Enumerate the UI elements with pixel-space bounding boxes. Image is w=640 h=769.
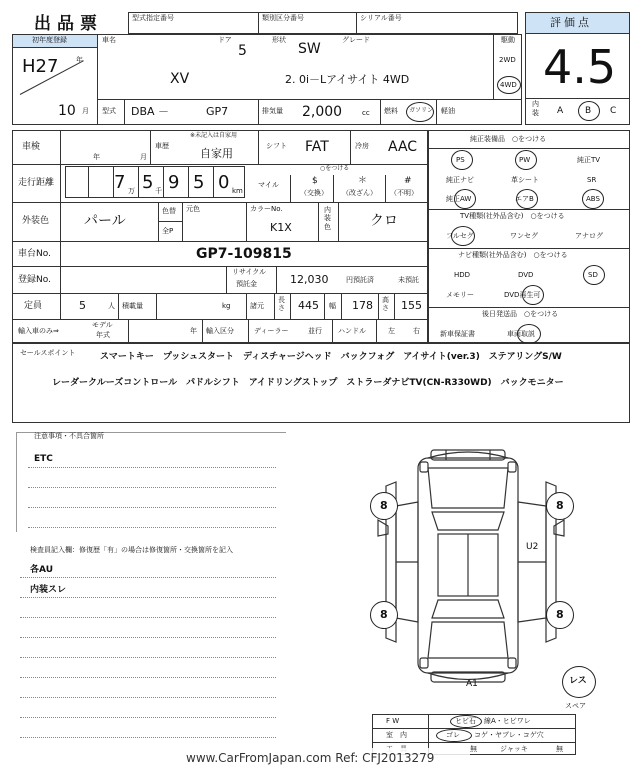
tv-type-title: TV種類(社外品含む) ○をつける bbox=[460, 212, 565, 220]
equip-abs: ABS bbox=[586, 195, 600, 203]
recycle-unpaid: 未預託 bbox=[398, 276, 419, 284]
legend-fw-label: F W bbox=[386, 717, 400, 725]
chassis-label: 車台No. bbox=[18, 249, 51, 259]
equip-genuine-navi: 純正ナビ bbox=[446, 176, 474, 184]
dealer-label: ディーラー bbox=[254, 327, 289, 335]
shift-value: FAT bbox=[305, 139, 329, 155]
drive-label: 駆動 bbox=[501, 36, 515, 44]
mileage-digit: 9 bbox=[168, 172, 180, 193]
serial-label: シリアル番号 bbox=[360, 14, 402, 22]
genuine-equipment-title: 純正装備品 ○をつける bbox=[470, 135, 547, 143]
fuel-label: 燃料 bbox=[384, 107, 398, 115]
sen-unit: 千 bbox=[155, 187, 162, 195]
width-label: 幅 bbox=[329, 302, 336, 310]
navi-dvd-playback: DVD再生可 bbox=[504, 291, 541, 299]
mileage-label: 走行距離 bbox=[18, 178, 55, 188]
door-label: ドア bbox=[218, 36, 232, 44]
first-reg-label: 初年度登録 bbox=[32, 36, 67, 44]
damage-mark-u2: U2 bbox=[526, 542, 539, 552]
legend-fw-a: ヒビ石 bbox=[455, 717, 476, 725]
cc-label: 排気量 bbox=[262, 107, 283, 115]
drive-4wd: 4WD bbox=[500, 81, 517, 89]
tire-right-front: 8 bbox=[556, 499, 564, 512]
navi-sd-circle bbox=[583, 265, 605, 285]
exchange-symbol: $ bbox=[312, 176, 318, 186]
later-docs-title: 後日発送品 ○をつける bbox=[482, 310, 559, 318]
inspector-line-2: 内装スレ bbox=[30, 585, 67, 595]
original-color-label: 元色 bbox=[186, 205, 200, 213]
equip-leather-seat: 革シート bbox=[511, 176, 539, 184]
history-label: 車歴 bbox=[155, 142, 169, 150]
equip-sunroof: SR bbox=[587, 176, 597, 184]
drive-2wd: 2WD bbox=[499, 56, 516, 64]
door-count: 5 bbox=[238, 43, 247, 59]
equip-aw-circle bbox=[454, 189, 476, 209]
navi-dvd-playback-circle bbox=[522, 285, 544, 305]
sheet-title: 出品票 bbox=[34, 14, 103, 34]
mile-label: マイル bbox=[258, 181, 279, 189]
navi-dvd: DVD bbox=[518, 271, 534, 279]
height-value: 155 bbox=[401, 299, 422, 312]
kg-unit: kg bbox=[222, 302, 231, 310]
color-label: 外装色 bbox=[22, 216, 50, 226]
full-paint-label: 全P bbox=[162, 227, 174, 235]
altered-symbol: ＊ bbox=[358, 176, 368, 186]
parallel-label: 並行 bbox=[308, 327, 322, 335]
height-label: 高さ bbox=[382, 296, 389, 313]
month-unit: 月 bbox=[82, 107, 89, 115]
model-prefix: DBA － bbox=[131, 105, 170, 118]
reg-label: 登録No. bbox=[18, 275, 51, 285]
model-label: 型式 bbox=[102, 107, 116, 115]
selling-points-line1: スマートキー プッシュスタート ディスチャージヘッド バックフォグ アイサイト(ver.3) ステアリングS/W bbox=[100, 352, 562, 362]
grade-label: グレード bbox=[342, 36, 370, 44]
shift-label: シフト bbox=[266, 142, 287, 150]
class-no-label: 類別区分番号 bbox=[262, 14, 304, 22]
ac-label: 冷房 bbox=[355, 142, 369, 150]
color-no-value: K1X bbox=[270, 221, 292, 234]
interior-grade-a: A bbox=[557, 106, 564, 116]
width-value: 178 bbox=[352, 299, 373, 312]
model-year-label: モデル bbox=[92, 321, 113, 329]
spare-value: レス bbox=[569, 676, 587, 686]
car-diagram bbox=[376, 446, 566, 686]
docs-warranty: 新車保証書 bbox=[440, 330, 475, 338]
color-value: パール bbox=[84, 213, 126, 229]
tire-left-front: 8 bbox=[380, 499, 388, 512]
dimensions-label: 諸元 bbox=[250, 302, 264, 310]
shaken-label: 車検 bbox=[22, 142, 41, 152]
mileage-circle-note: ○をつける bbox=[320, 165, 350, 172]
cc-value: 2,000 bbox=[302, 104, 343, 120]
docs-manual: 車両取説 bbox=[507, 330, 535, 338]
color-no-label: カラーNo. bbox=[250, 205, 283, 213]
capacity-value: 5 bbox=[79, 299, 86, 312]
load-label: 積載量 bbox=[122, 302, 143, 310]
reg-number-box bbox=[128, 12, 518, 34]
handle-label: ハンドル bbox=[338, 327, 366, 335]
person-unit: 人 bbox=[108, 302, 115, 310]
unknown-label: （不明） bbox=[390, 189, 418, 197]
mileage-digit: 5 bbox=[193, 172, 205, 193]
navi-hdd: HDD bbox=[454, 271, 471, 279]
equip-ps: PS bbox=[456, 156, 465, 164]
interior-grade-c: C bbox=[610, 106, 617, 116]
color-change-label: 色替 bbox=[162, 207, 176, 215]
legend-jack-value: 無 bbox=[556, 745, 563, 753]
grade-value: 2. 0i－Lアイサイト 4WD bbox=[285, 73, 410, 86]
import-year-unit: 年 bbox=[190, 327, 197, 335]
history-value: 自家用 bbox=[200, 147, 233, 160]
tire-right-rear: 8 bbox=[556, 608, 564, 621]
equip-abs-circle bbox=[582, 189, 604, 209]
tv-analog: アナログ bbox=[575, 232, 603, 240]
navi-memory: メモリー bbox=[446, 291, 474, 299]
equip-pw: PW bbox=[519, 156, 531, 164]
altered-label: （改ざん） bbox=[342, 189, 377, 197]
equip-airbag: エアB bbox=[515, 195, 534, 203]
watermark: www.CarFromJapan.com Ref: CFJ2013279 bbox=[186, 751, 435, 765]
navi-sd: SD bbox=[588, 271, 598, 279]
equip-airbag-circle bbox=[516, 189, 538, 209]
selling-points-line2: レーダークルーズコントロール パドルシフト アイドリングストップ ストラーダナビTV(CN-R330WD) バックモニター bbox=[52, 378, 564, 388]
recycle-deposit-label: 預託金 bbox=[236, 280, 257, 288]
year-unit: 年 bbox=[76, 56, 83, 64]
interior-color-value: クロ bbox=[370, 213, 398, 229]
docs-manual-circle bbox=[517, 324, 541, 344]
mileage-digit: 7 bbox=[114, 172, 126, 193]
legend-fw-b: 線A・ヒビワレ bbox=[484, 717, 531, 725]
legend-tools-value: 無 bbox=[470, 745, 477, 753]
tv-oneseg: ワンセグ bbox=[510, 232, 538, 240]
interior-grade-label-1: 内 bbox=[532, 100, 539, 108]
import-type-label: 輸入区分 bbox=[206, 327, 234, 335]
ac-value: AAC bbox=[388, 139, 418, 155]
first-reg-year: H27 bbox=[22, 56, 59, 77]
history-note: ※未記入は自家用 bbox=[190, 132, 238, 139]
equip-ps-circle bbox=[451, 150, 473, 170]
chassis-number: GP7-109815 bbox=[196, 246, 292, 262]
handle-right: 右 bbox=[413, 327, 420, 335]
interior-grade-label-2: 装 bbox=[532, 109, 539, 117]
man-unit: 万 bbox=[128, 187, 135, 195]
tv-fullseg-circle bbox=[451, 226, 475, 246]
shaken-year-unit: 年 bbox=[93, 153, 100, 161]
defects-line-1: ETC bbox=[34, 454, 53, 464]
shaken-month-unit: 月 bbox=[140, 153, 147, 161]
tire-left-rear: 8 bbox=[380, 608, 388, 621]
name-label: 車名 bbox=[102, 36, 116, 44]
damage-mark-a1: A1 bbox=[466, 679, 478, 689]
score-label: 評価点 bbox=[550, 16, 592, 29]
inspector-line-1: 各AU bbox=[30, 565, 53, 575]
defects-label: 注意事項・不具合箇所 bbox=[34, 432, 104, 440]
cc-unit: cc bbox=[362, 109, 370, 117]
spare-label: スペア bbox=[565, 702, 586, 710]
first-reg-month: 10 bbox=[58, 103, 76, 119]
equip-genuine-aw: 純正AW bbox=[446, 195, 472, 203]
diesel-label: 軽油 bbox=[441, 107, 455, 115]
recycle-amount: 12,030 bbox=[290, 273, 329, 286]
equip-pw-circle bbox=[515, 150, 537, 170]
interior-grade-b: B bbox=[585, 106, 592, 116]
legend-jack-label: ジャッキ bbox=[500, 745, 528, 753]
capacity-label: 定員 bbox=[24, 301, 43, 311]
recycle-label: リサイクル bbox=[232, 268, 267, 276]
recycle-paid: 円預託済 bbox=[346, 276, 374, 284]
inspector-label: 検査員記入欄：修復歴「有」の場合は修復箇所・交換箇所を記入 bbox=[30, 546, 233, 554]
interior-color-label: 内装色 bbox=[324, 206, 331, 231]
fuel-value: ガソリン bbox=[409, 107, 434, 114]
handle-left: 左 bbox=[388, 327, 395, 335]
legend-interior-a: ゴレ bbox=[446, 731, 460, 739]
tv-fullseg: フルセグ bbox=[446, 232, 474, 240]
model-year-label-2: 年式 bbox=[96, 331, 110, 339]
exchange-label: （交換） bbox=[300, 189, 328, 197]
score-value: 4.5 bbox=[543, 40, 617, 94]
shape-label: 形状 bbox=[272, 36, 286, 44]
length-label: 長さ bbox=[278, 296, 285, 313]
import-only-label: 輸入車のみ⇒ bbox=[18, 327, 59, 335]
model-value: GP7 bbox=[206, 105, 229, 118]
equip-genuine-tv: 純正TV bbox=[577, 156, 601, 164]
legend-interior-b: コゲ・ヤブレ・コゲ穴 bbox=[474, 731, 544, 739]
unknown-symbol: # bbox=[404, 176, 412, 186]
legend-interior-label: 室 内 bbox=[386, 731, 407, 739]
length-value: 445 bbox=[298, 299, 319, 312]
km-unit: km bbox=[232, 187, 243, 195]
mileage-digit: 5 bbox=[142, 172, 154, 193]
selling-points-label: セールスポイント bbox=[20, 349, 76, 357]
body-shape: SW bbox=[298, 41, 321, 57]
navi-type-title: ナビ種類(社外品含む) ○をつける bbox=[458, 251, 568, 259]
car-name: XV bbox=[170, 71, 190, 87]
mileage-digit: 0 bbox=[218, 172, 230, 193]
type-no-label: 型式指定番号 bbox=[132, 14, 174, 22]
